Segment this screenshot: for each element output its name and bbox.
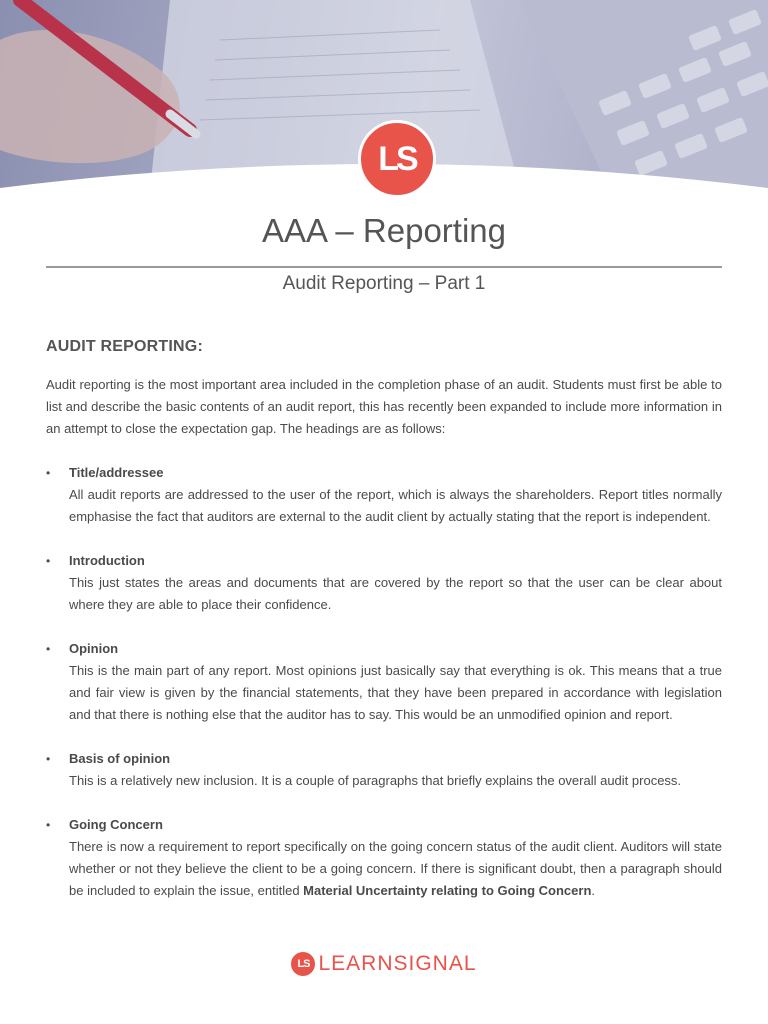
bullet-icon: • <box>46 752 51 766</box>
logo-monogram: LS <box>378 139 416 178</box>
footer-brand-learn: LEARN <box>318 952 394 975</box>
document-body <box>46 338 722 924</box>
list-item-title: Title/addressee <box>69 465 164 480</box>
list-item-body <box>69 836 722 902</box>
list-item <box>46 550 722 616</box>
bullet-icon: • <box>46 818 51 832</box>
title-divider <box>46 266 722 268</box>
list-item-body: This just states the areas and documents that are covered by the report so that the user can be clear about where they are able to place their confidence. <box>69 575 722 612</box>
bullet-icon: • <box>46 466 51 480</box>
list-item <box>46 748 722 792</box>
list-item-title: Opinion <box>69 641 119 656</box>
going-concern-text: There is now a requirement to report specifically on the going concern status of the audit client. Auditors will state whether or not they believe the client to be a going concern. If there is significant doubt, then a paragraph should be included to explain the issue, entitled <box>69 839 722 898</box>
learnsignal-logo-badge <box>358 120 436 198</box>
list-item <box>46 814 722 902</box>
list-item-body: All audit reports are addressed to the user of the report, which is always the shareholders. Report titles normally emphasise the fact that auditors are external to the audit client by actually stating that the report is independent. <box>69 487 722 524</box>
going-concern-end: . <box>591 883 596 898</box>
list-item <box>46 462 722 528</box>
bullet-icon: • <box>46 642 51 656</box>
page-subtitle: Audit Reporting – Part 1 <box>282 273 486 294</box>
header-photo <box>0 0 768 200</box>
material-uncertainty-term: Material Uncertainty relating to Going Concern <box>303 883 592 898</box>
page-title: AAA – Reporting <box>262 212 506 249</box>
bullet-icon: • <box>46 554 51 568</box>
footer-brand-logo <box>0 952 768 976</box>
footer-logo-badge: LS <box>291 952 315 976</box>
list-item-title: Introduction <box>69 553 145 568</box>
list-item <box>46 638 722 726</box>
intro-paragraph: Audit reporting is the most important area included in the completion phase of an audit. Students must first be able to list and describe the basic contents of an audit report, this has recently been expanded to include more information in an attempt to close the expectation gap. The headings are as follows: <box>46 377 722 436</box>
list-item-title: Basis of opinion <box>69 751 171 766</box>
list-item-body: This is the main part of any report. Most opinions just basically say that everything is ok. This means that a true and fair view is given by the financial statements, that they have been prepared in accordance with legislation and that there is nothing else that the auditor has to say. This would be an unmodified opinion and report. <box>69 663 722 722</box>
footer-brand-signal: SIGNAL <box>393 952 477 975</box>
report-headings-list <box>46 462 722 902</box>
list-item-body: This is a relatively new inclusion. It is a couple of paragraphs that briefly explains the overall audit process. <box>69 773 682 788</box>
section-heading: AUDIT REPORTING: <box>46 338 203 355</box>
list-item-title: Going Concern <box>69 817 163 832</box>
